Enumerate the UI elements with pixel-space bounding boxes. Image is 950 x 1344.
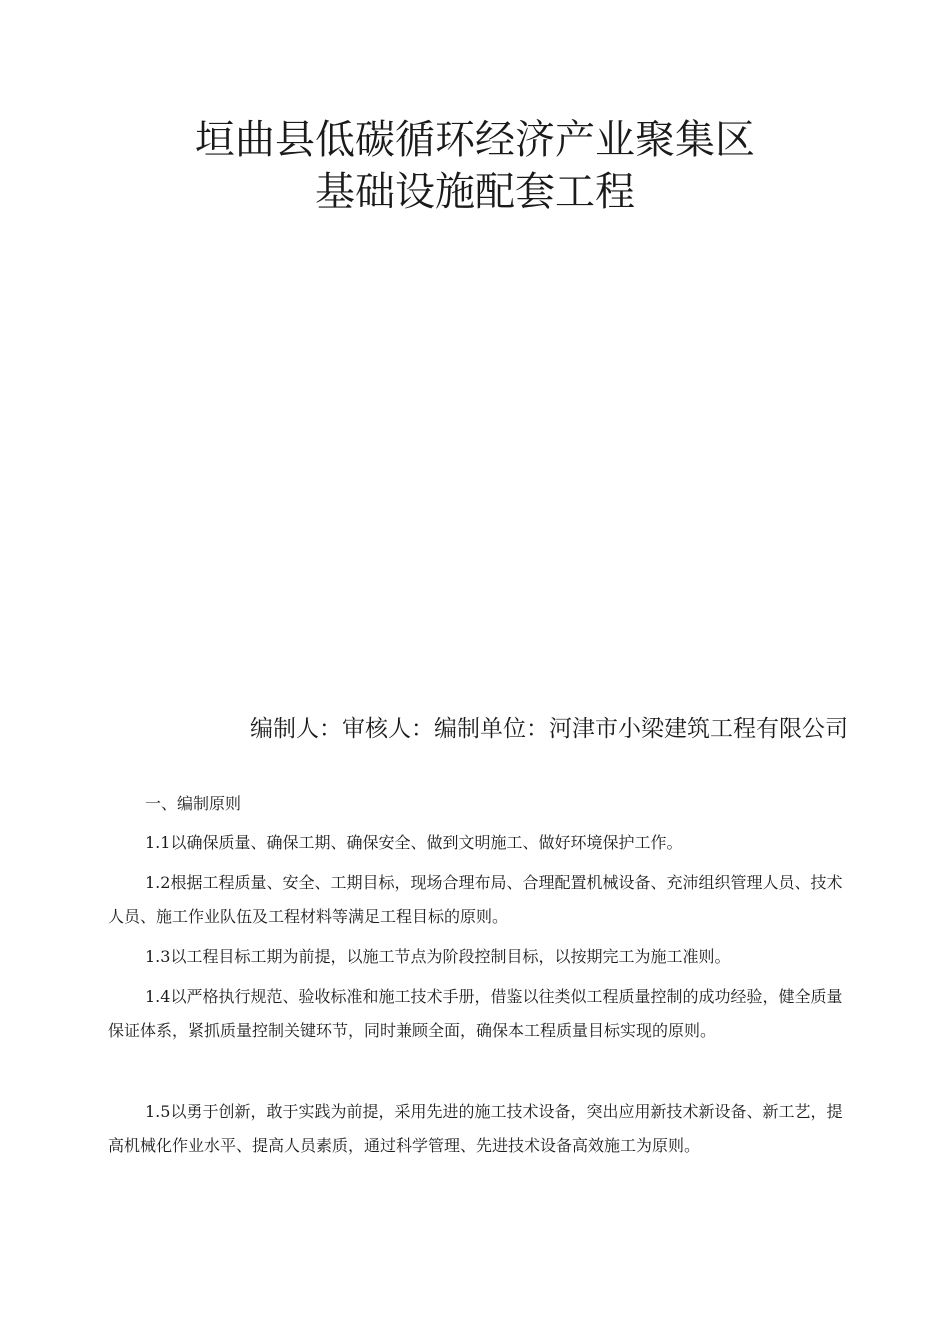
paragraph-1-4: 1.4以严格执行规范、验收标准和施工技术手册，借鉴以往类似工程质量控制的成功经验，健全质量保证体系，紧抓质量控制关键环节，同时兼顾全面，确保本工程质量目标实现的原则。 <box>108 987 843 1040</box>
paragraph-1-3: 1.3以工程目标工期为前提，以施工节点为阶段控制目标，以按期完工为施工准则。 <box>145 947 731 966</box>
paragraph-1-2: 1.2根据工程质量、安全、工期目标，现场合理布局、合理配置机械设备、充沛组织管理人员、技术人员、施工作业队伍及工程材料等满足工程目标的原则。 <box>108 873 843 926</box>
section-heading: 一、编制原则 <box>145 794 242 813</box>
paragraph-1-1: 1.1以确保质量、确保工期、确保安全、做到文明施工、做好环境保护工作。 <box>145 833 683 852</box>
document-title-line-1: 垣曲县低碳循环经济产业聚集区 <box>195 117 755 163</box>
credits-block: 编制人：审核人：编制单位：河津市小梁建筑工程有限公司 <box>250 716 848 742</box>
document-title-line-2: 基础设施配套工程 <box>315 169 635 215</box>
paragraph-1-5: 1.5以勇于创新，敢于实践为前提，采用先进的施工技术设备，突出应用新技术新设备、新工艺，提高机械化作业水平、提高人员素质，通过科学管理、先进技术设备高效施工为原则。 <box>108 1102 843 1155</box>
